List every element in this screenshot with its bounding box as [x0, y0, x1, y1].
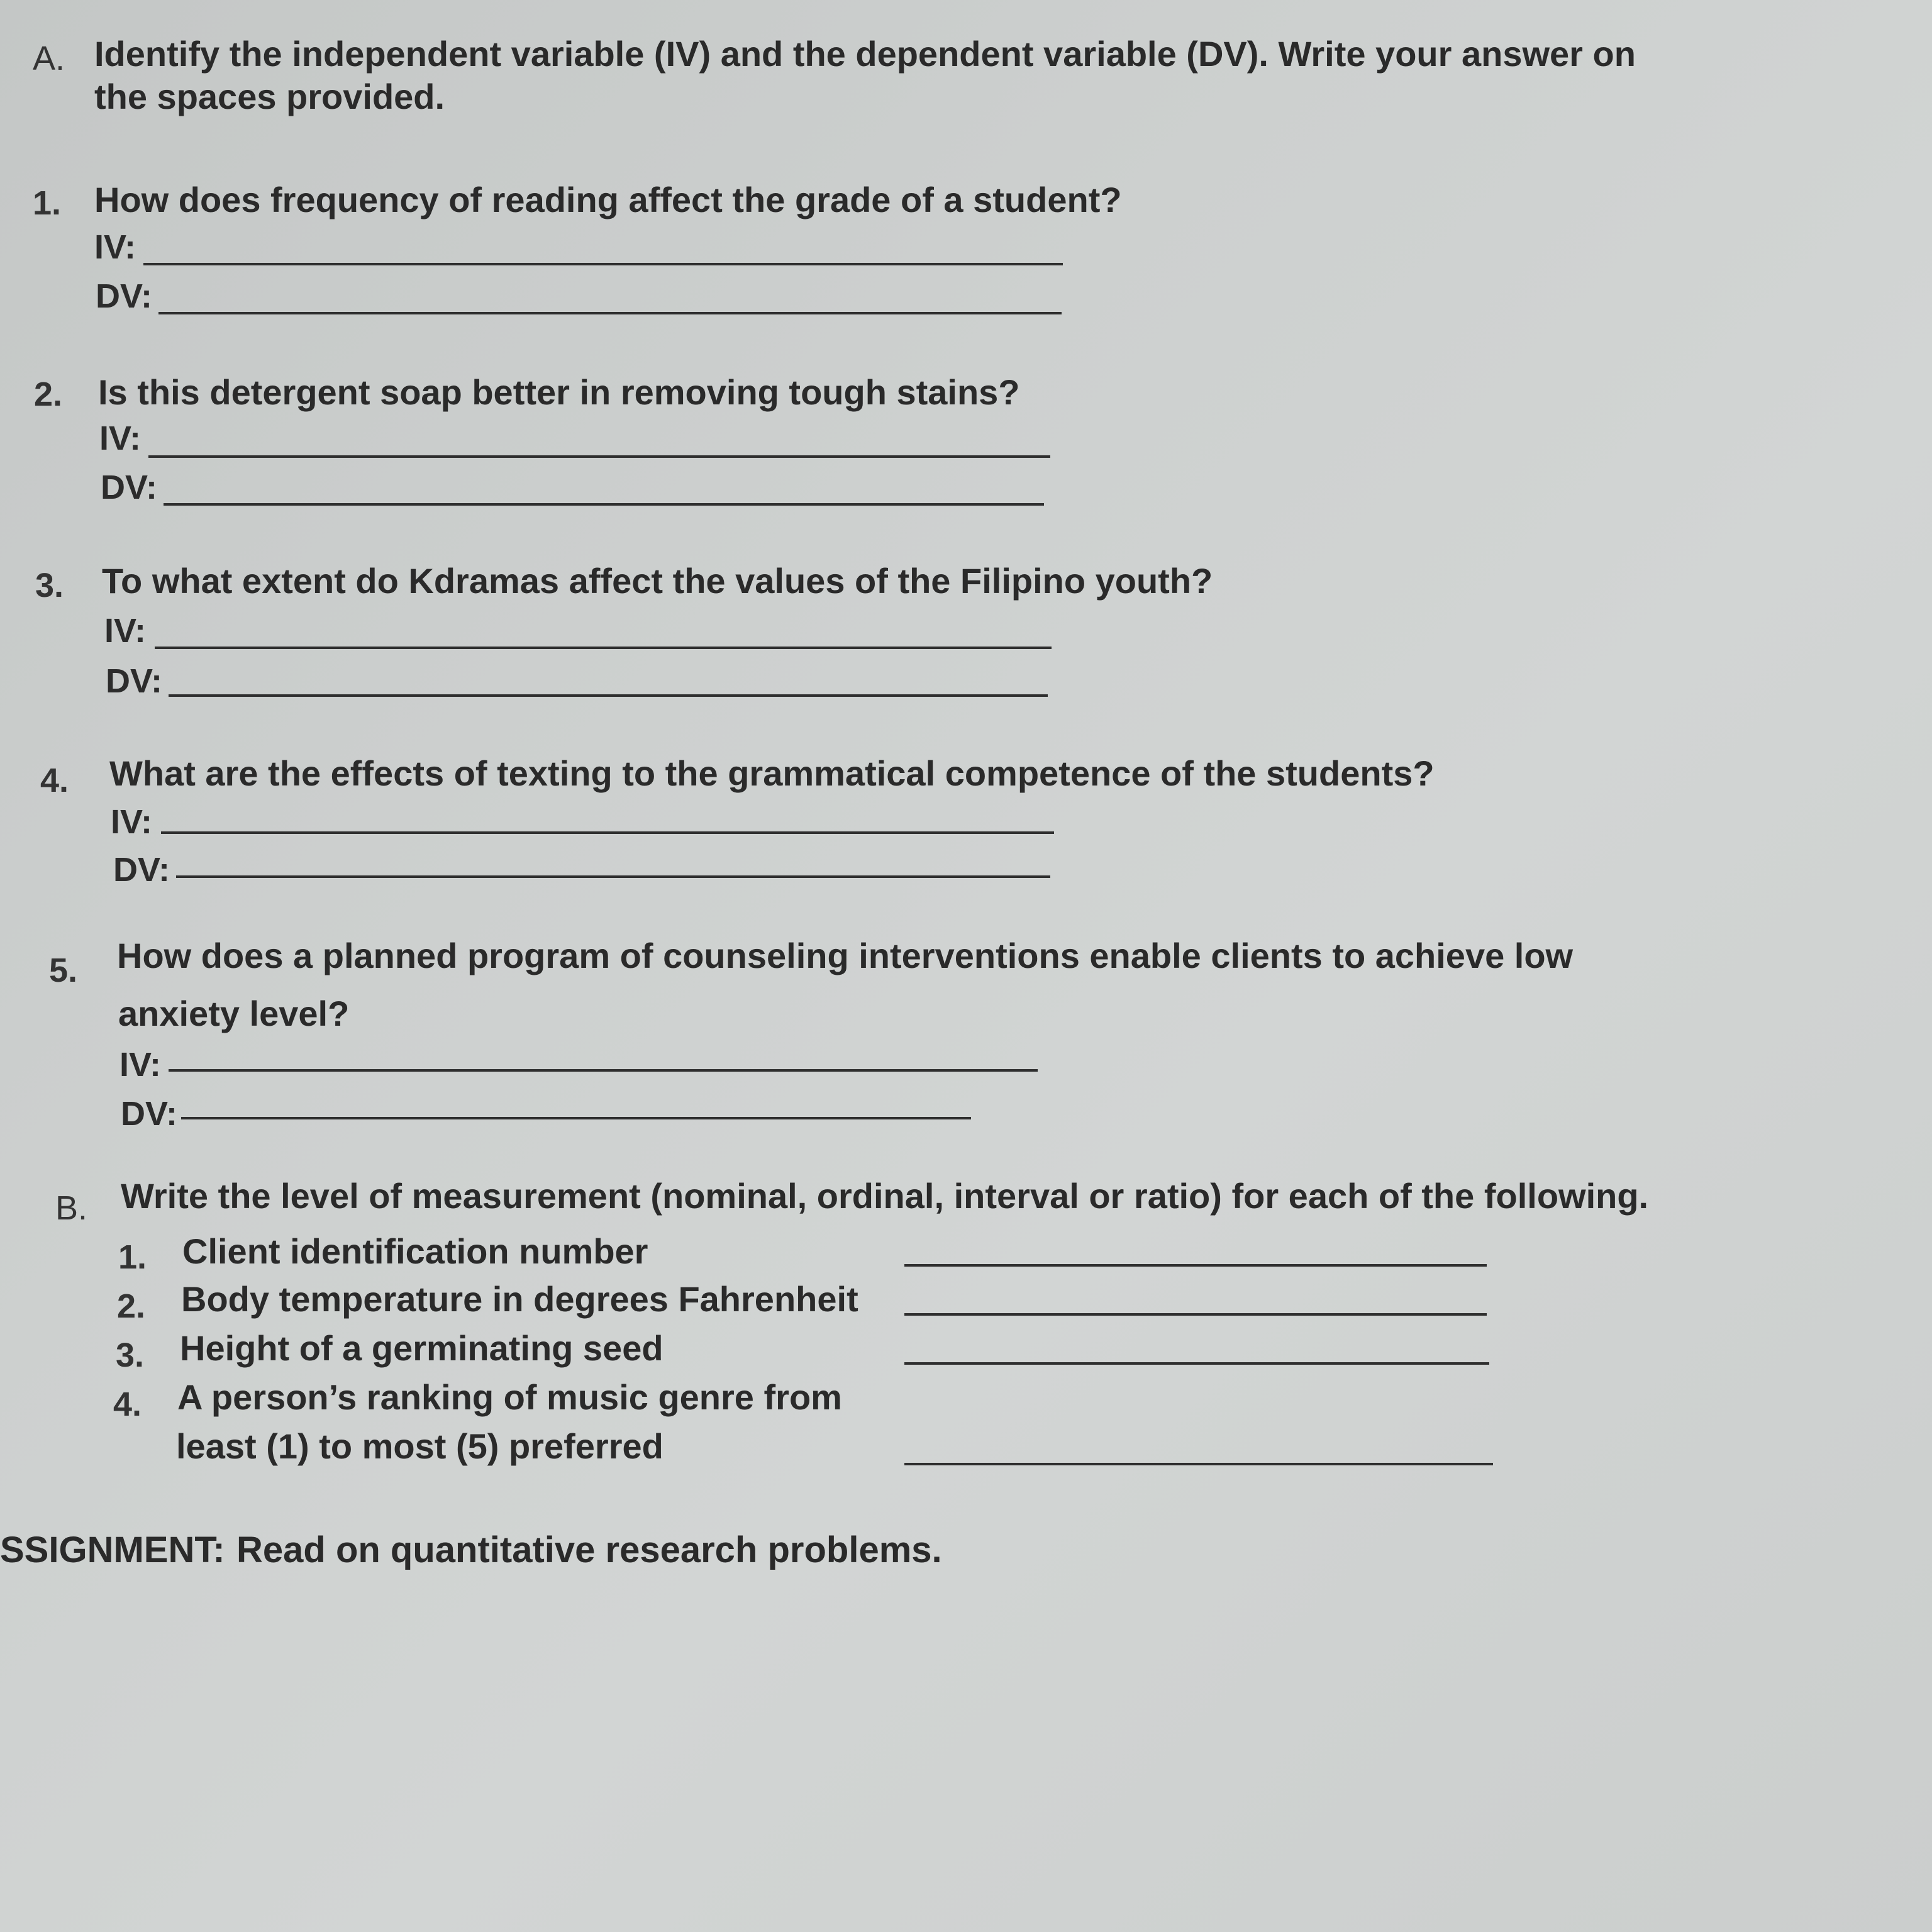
- measurement-item-4-number: 4.: [113, 1385, 142, 1423]
- question-2-iv-label: IV:: [99, 419, 142, 457]
- question-4-iv-answer-line[interactable]: [161, 831, 1054, 834]
- measurement-item-1-answer-line[interactable]: [904, 1264, 1487, 1267]
- question-4-number: 4.: [40, 762, 69, 799]
- question-4-dv-answer-line[interactable]: [176, 875, 1050, 878]
- question-3-text: To what extent do Kdramas affect the values of the Filipino youth?: [102, 561, 1213, 601]
- measurement-item-1-text: Client identification number: [182, 1231, 648, 1271]
- measurement-item-4-text-line1: A person’s ranking of music genre from: [177, 1377, 842, 1417]
- question-1-number: 1.: [33, 184, 62, 222]
- question-5-text-line2: anxiety level?: [118, 994, 350, 1033]
- section-a-instruction-line2: the spaces provided.: [94, 77, 445, 116]
- question-3-dv-answer-line[interactable]: [169, 694, 1048, 697]
- question-4-text: What are the effects of texting to the grammatical competence of the students?: [109, 753, 1435, 793]
- section-b-marker: B.: [55, 1189, 88, 1227]
- question-3-dv-label: DV:: [106, 662, 163, 700]
- section-b-instruction: Write the level of measurement (nominal, ordinal, interval or ratio) for each of the following.: [121, 1176, 1649, 1216]
- question-2-text: Is this detergent soap better in removing tough stains?: [98, 372, 1020, 412]
- question-5-iv-label: IV:: [119, 1046, 162, 1084]
- question-5-dv-label: DV:: [121, 1095, 178, 1133]
- measurement-item-1-number: 1.: [118, 1238, 147, 1276]
- question-5-dv-answer-line[interactable]: [181, 1117, 971, 1119]
- section-a-marker: A.: [33, 40, 65, 77]
- question-1-dv-answer-line[interactable]: [158, 312, 1062, 314]
- question-2-number: 2.: [34, 375, 63, 413]
- measurement-item-4-answer-line[interactable]: [904, 1463, 1493, 1465]
- question-1-dv-label: DV:: [96, 277, 153, 315]
- question-5-text-line1: How does a planned program of counseling interventions enable clients to achieve low: [117, 936, 1574, 975]
- section-a-instruction-line1: Identify the independent variable (IV) and the dependent variable (DV). Write your answer on: [94, 34, 1636, 74]
- measurement-item-2-text: Body temperature in degrees Fahrenheit: [181, 1279, 858, 1319]
- question-1-iv-answer-line[interactable]: [143, 263, 1063, 265]
- question-4-iv-label: IV:: [111, 803, 153, 841]
- question-2-iv-answer-line[interactable]: [148, 455, 1050, 458]
- assignment-text: Read on quantitative research problems.: [236, 1530, 942, 1570]
- measurement-item-3-number: 3.: [116, 1336, 145, 1374]
- assignment-label: SSIGNMENT:: [0, 1530, 225, 1570]
- measurement-item-3-text: Height of a germinating seed: [180, 1328, 663, 1368]
- question-3-iv-answer-line[interactable]: [155, 647, 1052, 649]
- measurement-item-3-answer-line[interactable]: [904, 1362, 1489, 1365]
- question-5-number: 5.: [49, 952, 78, 989]
- measurement-item-2-answer-line[interactable]: [904, 1313, 1487, 1316]
- question-3-number: 3.: [35, 567, 64, 604]
- question-4-dv-label: DV:: [113, 851, 170, 889]
- question-1-iv-label: IV:: [94, 228, 136, 266]
- question-5-iv-answer-line[interactable]: [169, 1069, 1038, 1072]
- question-2-dv-label: DV:: [101, 469, 158, 506]
- measurement-item-2-number: 2.: [117, 1287, 146, 1325]
- question-2-dv-answer-line[interactable]: [164, 503, 1044, 506]
- question-3-iv-label: IV:: [104, 612, 147, 650]
- question-1-text: How does frequency of reading affect the grade of a student?: [94, 180, 1122, 219]
- measurement-item-4-text-line2: least (1) to most (5) preferred: [176, 1426, 663, 1466]
